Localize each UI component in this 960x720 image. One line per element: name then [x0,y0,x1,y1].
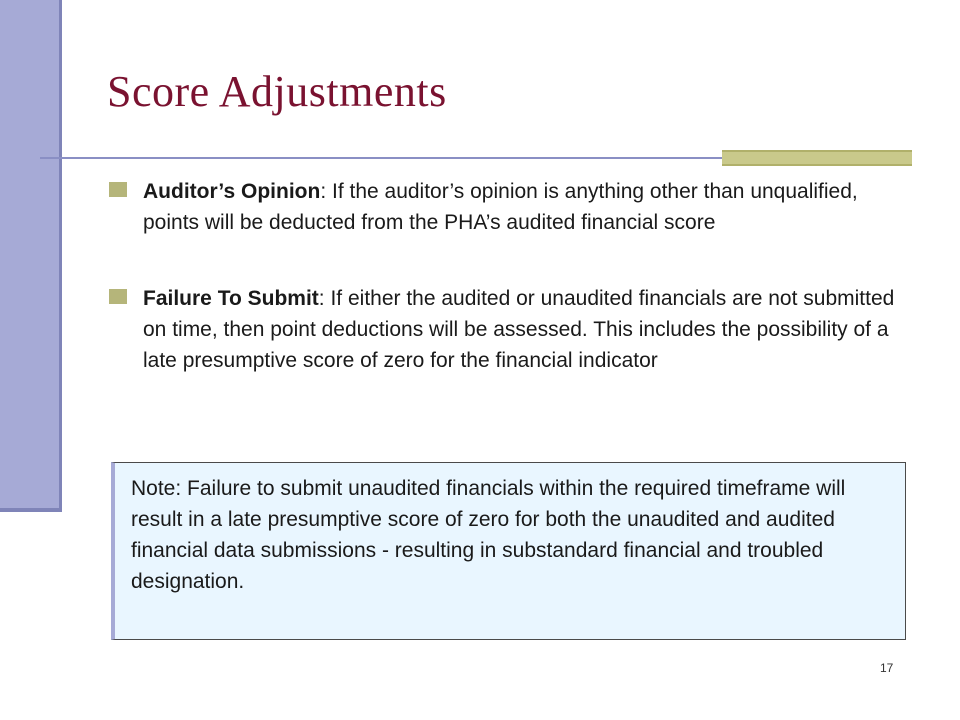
bullet-item-failure-to-submit [107,283,897,376]
title-divider [40,157,722,159]
accent-bar [722,150,912,166]
note-box [111,462,906,640]
bullet-term: Auditor’s Opinion [143,180,321,203]
bullet-item-auditors-opinion [107,176,897,238]
bullet-term: Failure To Submit [143,287,319,310]
note-text: Note: Failure to submit unaudited financials within the required timeframe will result in a late presumptive score of zero for both the unaudited and audited financial data submissions - resulting in substandard financial and troubled designation. [131,477,846,593]
square-bullet-icon [109,289,127,304]
left-decorative-bar [0,0,62,512]
bullet-text: : If the auditor’s opinion is anything other than unqualified, points will be deducted from the PHA’s audited financial score [143,180,858,234]
slide-title: Score Adjustments [107,67,447,116]
square-bullet-icon [109,182,127,197]
page-number: 17 [880,661,894,675]
bullet-text: : If either the audited or unaudited financials are not submitted on time, then point deductions will be assessed. This includes the possibility of a late presumptive score of zero for the financial indicator [143,287,895,372]
bullet-list [107,176,897,376]
